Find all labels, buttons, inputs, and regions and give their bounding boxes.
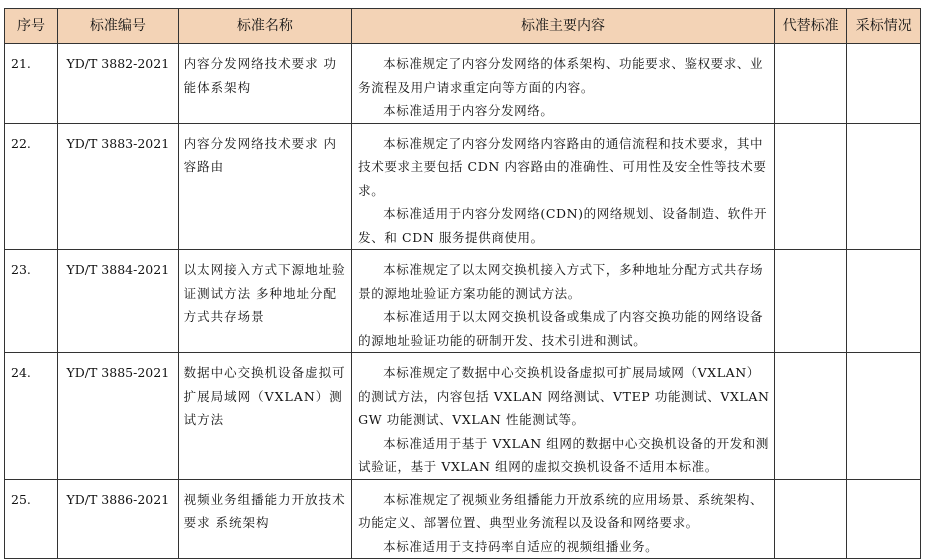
content-paragraph: 本标准规定了数据中心交换机设备虚拟可扩展局域网（VXLAN）的测试方法，内容包括 VXLAN 网络测试、VTEP 功能测试、VXLAN GW 功能测试、VXLAN 性能测试等。 (358, 365, 770, 427)
replaces-cell (774, 250, 847, 353)
standard-content (352, 479, 775, 559)
standard-content (352, 250, 775, 353)
adoption-cell (847, 250, 921, 353)
replaces-cell (774, 353, 847, 480)
header-replaces: 代替标准 (774, 9, 847, 44)
adoption-cell (847, 123, 921, 250)
content-paragraph: 本标准规定了以太网交换机接入方式下，多种地址分配方式共存场景的源地址验证方案功能的测试方法。 (358, 262, 764, 301)
content-paragraph: 本标准规定了内容分发网络内容路由的通信流程和技术要求，其中技术要求主要包括 CDN 内容路由的准确性、可用性及安全性等技术要求。 (358, 135, 767, 198)
standards-table (4, 8, 921, 559)
standard-content (352, 44, 775, 124)
row-index: 21. (5, 44, 58, 124)
adoption-cell (847, 353, 921, 480)
standard-name: 视频业务组播能力开放技术要求 系统架构 (178, 479, 352, 559)
table-header-row (5, 9, 921, 44)
table-row (5, 44, 921, 124)
row-index: 24. (5, 353, 58, 480)
row-index: 25. (5, 479, 58, 559)
header-content: 标准主要内容 (352, 9, 775, 44)
content-paragraph: 本标准适用于支持码率自适应的视频组播业务。 (383, 538, 659, 554)
content-paragraph: 本标准规定了视频业务组播能力开放系统的应用场景、系统架构、功能定义、部署位置、典型业务流程以及设备和网络要求。 (358, 491, 764, 530)
header-adoption: 采标情况 (847, 9, 921, 44)
table-row (5, 250, 921, 353)
standard-name: 内容分发网络技术要求 内容路由 (178, 123, 352, 250)
table-row (5, 353, 921, 480)
standard-name: 内容分发网络技术要求 功能体系架构 (178, 44, 352, 124)
standard-content (352, 353, 775, 480)
content-paragraph: 本标准适用于内容分发网络。 (383, 103, 554, 118)
standard-code: YD/T 3886-2021 (58, 479, 178, 559)
adoption-cell (847, 44, 921, 124)
standard-name: 数据中心交换机设备虚拟可扩展局域网（VXLAN）测试方法 (178, 353, 352, 480)
table-row (5, 123, 921, 250)
content-paragraph: 本标准适用于以太网交换机设备或集成了内容交换功能的网络设备的源地址验证功能的研制开发、技术引进和测试。 (358, 309, 764, 348)
standard-code: YD/T 3885-2021 (58, 353, 178, 480)
header-index: 序号 (5, 9, 58, 44)
standard-name: 以太网接入方式下源地址验证测试方法 多种地址分配方式共存场景 (178, 250, 352, 353)
adoption-cell (847, 479, 921, 559)
header-name: 标准名称 (178, 9, 352, 44)
content-paragraph: 本标准适用于内容分发网络(CDN)的网络规划、设备制造、软件开发、和 CDN 服务提供商使用。 (358, 206, 768, 245)
standard-content (352, 123, 775, 250)
replaces-cell (774, 123, 847, 250)
row-index: 23. (5, 250, 58, 353)
table-row (5, 479, 921, 559)
row-index: 22. (5, 123, 58, 250)
standard-code: YD/T 3883-2021 (58, 123, 178, 250)
replaces-cell (774, 479, 847, 559)
standard-code: YD/T 3882-2021 (58, 44, 178, 124)
content-paragraph: 本标准适用于基于 VXLAN 组网的数据中心交换机设备的开发和测试验证，基于 VXLAN 组网的虚拟交换机设备不适用本标准。 (358, 435, 770, 474)
standard-code: YD/T 3884-2021 (58, 250, 178, 353)
header-code: 标准编号 (58, 9, 178, 44)
replaces-cell (774, 44, 847, 124)
content-paragraph: 本标准规定了内容分发网络的体系架构、功能要求、鉴权要求、业务流程及用户请求重定向等方面的内容。 (358, 56, 764, 95)
